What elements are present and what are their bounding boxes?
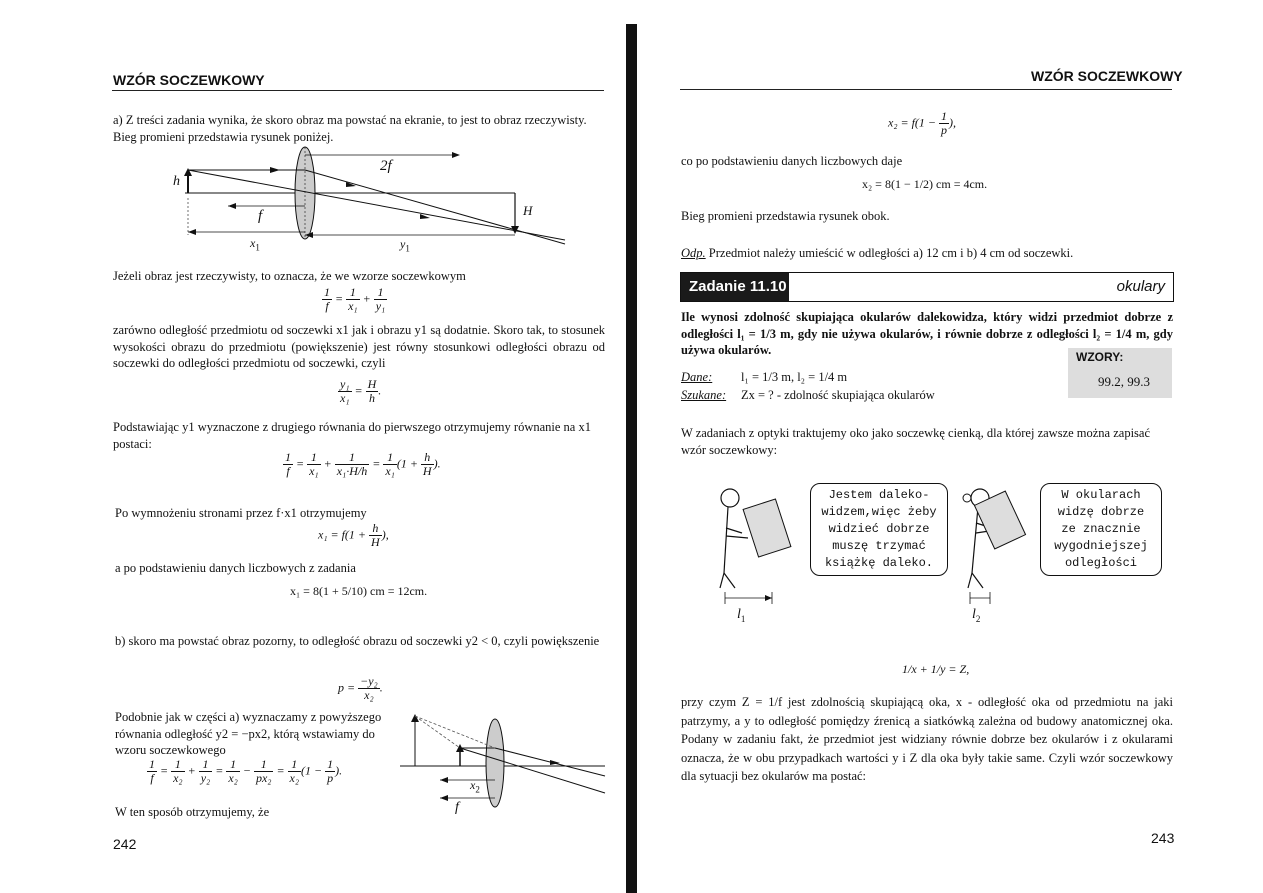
eq-x2-formula: x₂ = f(1 − $\frac{1}{p}$ ), [888, 109, 957, 137]
wzory-values: 99.2, 99.3 [1098, 374, 1150, 389]
eq-lens-formula: $\frac{1}{f}$ = $\frac{1}{\text{x₁}}$ + $\frac{1}{\text{y₁}}$ [324, 285, 386, 313]
left-paragraph-2: Jeżeli obraz jest rzeczywisty, to oznacza, że we wzorze soczewkowym [113, 269, 466, 283]
left-paragraph-3: zarówno odległość przedmiotu od soczewki x1 jak i obrazu y1 są dodatnie. Skoro tak, to stosunek wysokości obrazu do przedmiotu (powiększenie) jest równy stosunkowi odległości obrazu od soczewki do odległości przedmiotu od soczewki, czyli [113, 323, 605, 370]
left-paragraph-5: Po wymnożeniu stronami przez f·x1 otrzymujemy [115, 506, 367, 520]
right-paragraph-4: przy czym Z = 1/f jest zdolnością skupiającą oka, x - odległość oka od przedmiotu na jaki patrzymy, a y to odległość pomiędzy źrenicą a siatkówką zależna od budowy anatomicznej oka. Podany w zadaniu fakt, że przedmiot jest widziany równie dobrze bez okularów i z okularami oznacza, że w obu przypadkach wartości y i Z dla oka były takie same. Czyli wzór soczewkowy dla sytuacji bez okularów ma postać: [681, 695, 1173, 783]
eq-substitution: $\frac{1}{f}$ = $\frac{1}{\text{x₁}}$ + $\frac{1}{\text{x₁·H/h}}$ = $\frac{1}{\text{x₁}}$ (1 + $\frac{h}{H}$ ). [285, 450, 441, 478]
right-page-number: 243 [1151, 830, 1175, 846]
right-paragraph-1: co po podstawieniu danych liczbowych daje [681, 154, 903, 168]
ray-diagram-real-image [170, 140, 570, 252]
left-paragraph-6: a po podstawieniu danych liczbowych z zadania [115, 561, 356, 575]
left-paragraph-1: a) Z treści zadania wynika, że skoro obraz ma powstać na ekranie, to jest to obraz rzeczywisty. Bieg promieni przedstawia rysunek poniżej. [113, 113, 587, 144]
answer-line: Odp. Przedmiot należy umieścić w odległości a) 12 cm i b) 4 cm od soczewki. [681, 246, 1074, 260]
eq-virtual-lens: $\frac{1}{f}$ = $\frac{1}{\text{x₂}}$ + $\frac{1}{\text{y₂}}$ = $\frac{1}{\text{x₂}}$ − $\frac{1}{\text{px₂}}$ = $\frac{1}{\text{x₂}}$ (1 − $\frac{1}{p}$ ). [149, 757, 343, 785]
fig1-label-h: h [173, 174, 180, 189]
sought-line: Szukane: Zx = ? - zdolność skupiająca okularów [681, 388, 935, 402]
book-2 [974, 491, 1025, 549]
left-paragraph-9: W ten sposób otrzymujemy, że [115, 805, 270, 819]
fig1-label-x1: $x_1$ [250, 236, 260, 253]
left-paragraph-7: b) skoro ma powstać obraz pozorny, to odległość obrazu od soczewki y2 < 0, czyli powiększenie [115, 634, 600, 648]
book-1 [743, 499, 791, 557]
fig1-label-H: H [523, 203, 533, 218]
right-header-rule [680, 89, 1172, 90]
fig1-label-2f: 2f [380, 158, 392, 174]
task-header-box [680, 272, 1174, 302]
eq-x1-numeric: x₁ = 8(1 + 5/10) cm = 12cm. [290, 584, 428, 598]
given-line: Dane: l₁ = 1/3 m, l₂ = 1/4 m [681, 370, 848, 384]
ray-diagram-virtual-image [400, 708, 610, 818]
label-l2: $l_2$ [972, 607, 981, 624]
task-category: okulary [1116, 278, 1165, 295]
formulas-reference-box [1068, 348, 1172, 398]
ray-center [188, 170, 565, 240]
task-text: Ile wynosi zdolność skupiająca okularów dalekowidza, który widzi przedmiot dobrze z odległości l₁ = 1/3 m, gdy nie używa okularów, i równie dobrze z odległości l₂ = 1/4 m, gdy używa okularów. [681, 310, 1173, 357]
eq-x1-formula: x₁ = f(1 + $\frac{h}{H}$ ), [318, 521, 389, 549]
left-paragraph-8: Podobnie jak w części a) wyznaczamy z powyższego równania odległość y2 = −px2, którą wstawiamy do wzoru soczewkowego [115, 710, 382, 757]
right-paragraph-3: W zadaniach z optyki traktujemy oko jako soczewkę cienką, dla której zawsze można zapisać wzór soczewkowy: [681, 426, 1151, 457]
speech-bubble-2: W okularach widzę dobrze ze znacznie wygodniejszej odległości [1040, 483, 1162, 576]
left-paragraph-4: Podstawiając y1 wyznaczone z drugiego równania do pierwszego otrzymujemy równanie na x1 postaci: [113, 420, 591, 451]
eq-p: p = $\frac{\text{−y₂}}{\text{x₂}}$ . [338, 674, 383, 702]
fig1-label-f: f [258, 208, 263, 224]
fig2-label-f: f [455, 800, 459, 815]
fig2-label-x2: $x_2$ [470, 778, 480, 795]
converging-lens-2 [486, 719, 504, 807]
left-page-number: 242 [113, 836, 137, 852]
person1-head [721, 489, 739, 507]
left-running-header: WZÓR SOCZEWKOWY [113, 72, 265, 88]
book-spine [626, 24, 637, 893]
fig1-label-y1: $y_1$ [400, 237, 410, 254]
wzory-label: WZORY: [1076, 350, 1124, 364]
eq-magnification: $\frac{\text{y₁}}{\text{x₁}}$ = $\frac{H}{h}$ . [340, 377, 382, 405]
left-header-rule [112, 90, 604, 91]
glasses-icon [963, 494, 971, 502]
right-paragraph-2: Bieg promieni przedstawia rysunek obok. [681, 209, 890, 223]
eq-eye-lens: 1/x + 1/y = Z, [902, 662, 970, 676]
speech-bubble-1: Jestem daleko- widzem,więc żeby widzieć dobrze muszę trzymać książkę daleko. [810, 483, 948, 576]
eq-x2-numeric: x₂ = 8(1 − 1/2) cm = 4cm. [862, 177, 988, 191]
right-running-header: WZÓR SOCZEWKOWY [1031, 68, 1183, 84]
label-l1: $l_1$ [737, 607, 746, 624]
task-title: Zadanie 11.10 [681, 273, 789, 301]
